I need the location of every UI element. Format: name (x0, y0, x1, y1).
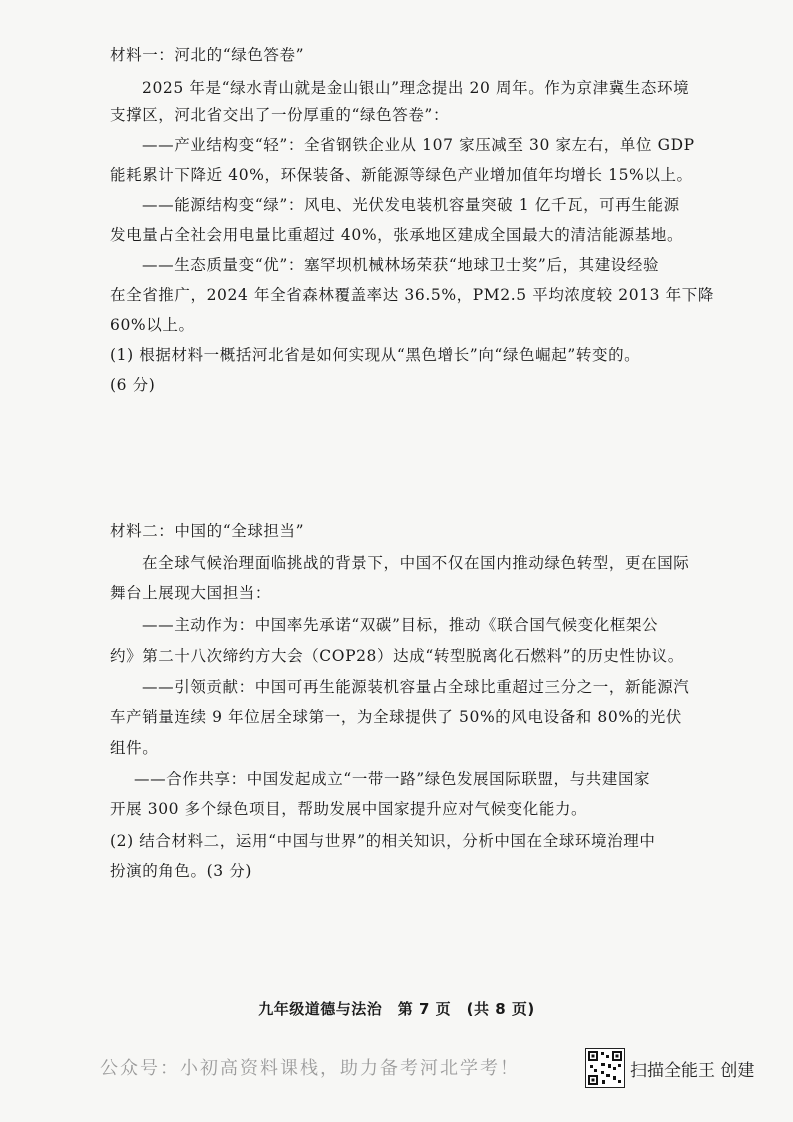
material2-line: 舞台上展现大国担当： (110, 584, 272, 602)
material1-line: ——生态质量变“优”：塞罕坝机械林场荣获“地球卫士奖”后，其建设经验 (142, 256, 660, 274)
watermark-text: 公众号：小初高资料课栈，助力备考河北学考！ (100, 1058, 520, 1079)
material1-line: 在全省推广，2024 年全省森林覆盖率达 36.5%，PM2.5 平均浓度较 2013 年下降 (110, 286, 714, 304)
material2-line: ——合作共享：中国发起成立“一带一路”绿色发展国际联盟，与共建国家 (134, 770, 651, 788)
material1-title: 材料一：河北的“绿色答卷” (110, 46, 305, 64)
material1-line: 2025 年是“绿水青山就是金山银山”理念提出 20 周年。作为京津冀生态环境 (142, 79, 690, 97)
question-2-tail: 扮演的角色。(3 分) (110, 862, 252, 880)
material2-line: ——引领贡献：中国可再生能源装机容量占全球比重超过三分之一，新能源汽 (142, 678, 690, 696)
material2-title: 材料二：中国的“全球担当” (110, 522, 305, 540)
page-footer: 九年级道德与法治 第 7 页 (共 8 页) (258, 1000, 535, 1018)
scanner-app-label: 扫描全能王 创建 (630, 1061, 755, 1081)
material2-line: 车产销量连续 9 年位居全球第一，为全球提供了 50%的风电设备和 80%的光伏 (110, 708, 682, 726)
question-1: (1) 根据材料一概括河北省是如何实现从“黑色增长”向“绿色崛起”转变的。 (110, 346, 641, 364)
question-2: (2) 结合材料二，运用“中国与世界”的相关知识，分析中国在全球环境治理中 (110, 832, 656, 850)
material2-line: 在全球气候治理面临挑战的背景下，中国不仅在国内推动绿色转型，更在国际 (142, 554, 690, 572)
material1-line: 发电量占全社会用电量比重超过 40%，张承地区建成全国最大的清洁能源基地。 (110, 226, 684, 244)
material1-line: 能耗累计下降近 40%，环保装备、新能源等绿色产业增加值年均增长 15%以上。 (110, 166, 693, 184)
qr-code-icon (585, 1048, 625, 1088)
material1-line: ——产业结构变“轻”：全省钢铁企业从 107 家压减至 30 家左右，单位 GDP (142, 136, 695, 154)
material1-line: 支撑区，河北省交出了一份厚重的“绿色答卷”： (110, 106, 450, 124)
material2-line: 组件。 (110, 739, 159, 757)
material2-line: ——主动作为：中国率先承诺“双碳”目标，推动《联合国气候变化框架公 (142, 616, 659, 634)
material1-line: 60%以上。 (110, 316, 195, 334)
material1-line: ——能源结构变“绿”：风电、光伏发电装机容量突破 1 亿千瓦，可再生能源 (142, 196, 680, 214)
material2-line: 开展 300 多个绿色项目，帮助发展中国家提升应对气候变化能力。 (110, 800, 588, 818)
material2-line: 约》第二十八次缔约方大会（COP28）达成“转型脱离化石燃料”的历史性协议。 (110, 647, 684, 665)
question-1-score: (6 分) (110, 376, 156, 394)
